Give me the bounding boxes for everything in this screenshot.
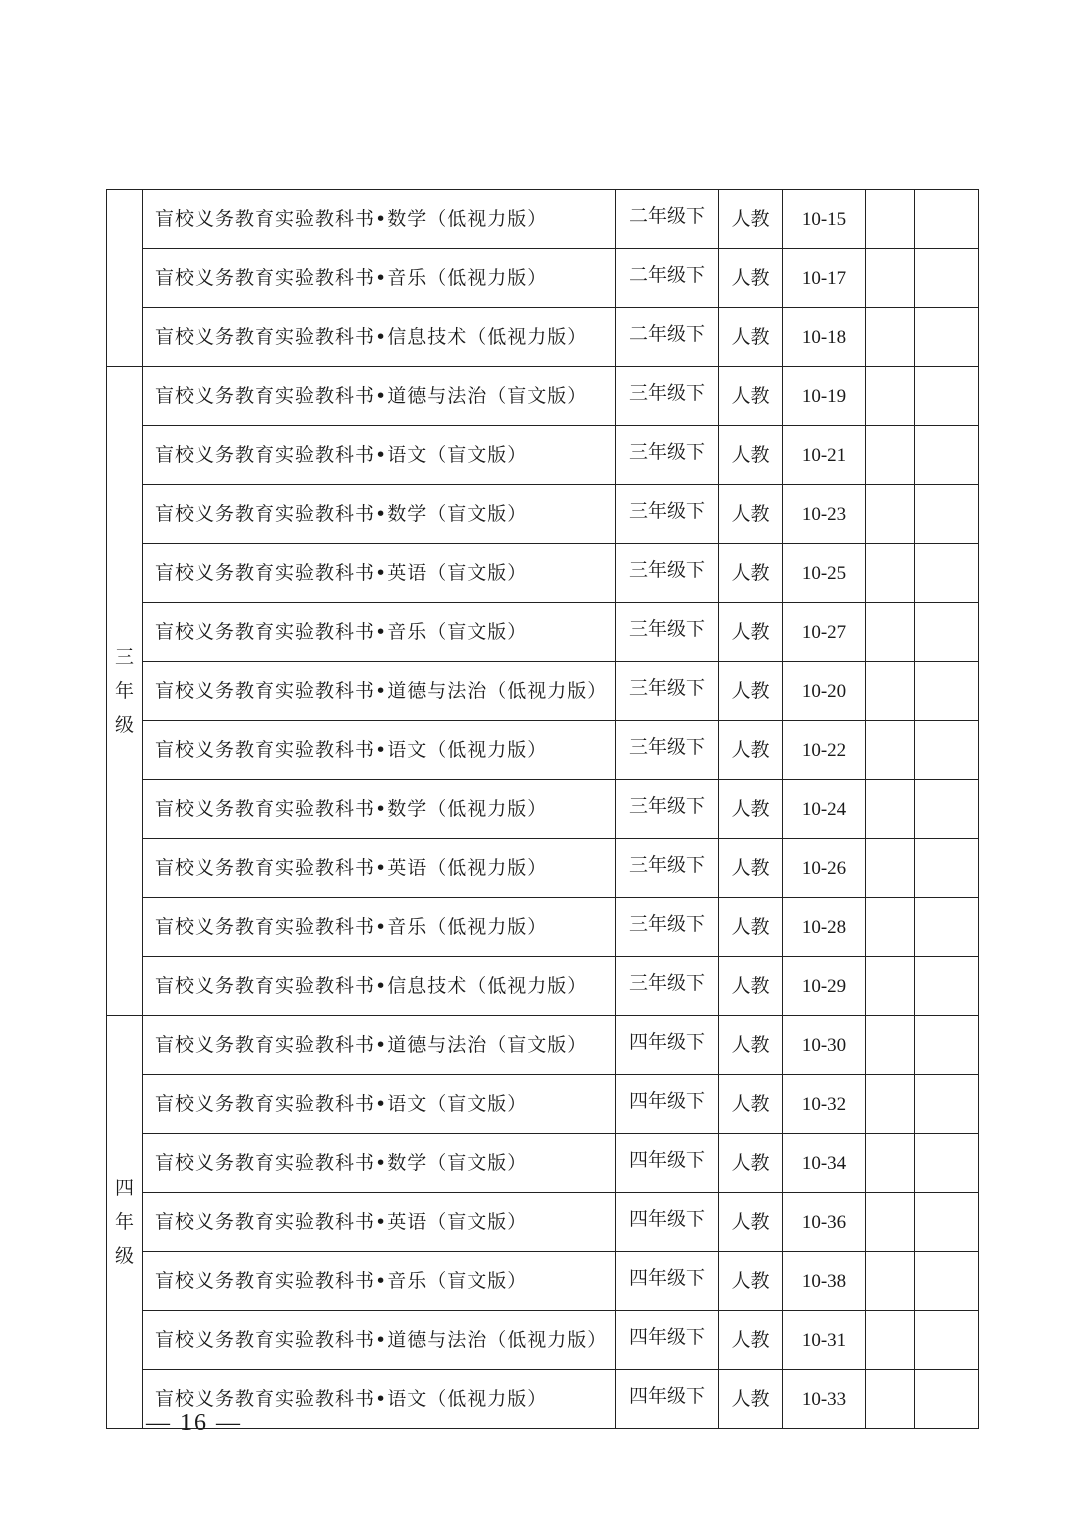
publisher-cell: 人教 [719, 426, 783, 485]
publisher-cell: 人教 [719, 662, 783, 721]
table-row [107, 485, 979, 544]
grade-level-cell: 二年级下 [616, 190, 719, 249]
empty-cell [866, 898, 915, 957]
empty-cell [866, 603, 915, 662]
empty-cell [866, 1252, 915, 1311]
grade-level-cell: 二年级下 [616, 308, 719, 367]
publisher-cell: 人教 [719, 1193, 783, 1252]
table-row [107, 603, 979, 662]
table-row [107, 544, 979, 603]
grade-level-cell: 三年级下 [616, 603, 719, 662]
grade-level-cell: 三年级下 [616, 839, 719, 898]
grade-level-cell: 三年级下 [616, 367, 719, 426]
grade-level-cell: 二年级下 [616, 249, 719, 308]
empty-cell [866, 1134, 915, 1193]
book-code-cell: 10-34 [783, 1134, 866, 1193]
textbook-table-body [107, 190, 979, 1429]
grade-level-cell: 四年级下 [616, 1252, 719, 1311]
book-code-cell: 10-18 [783, 308, 866, 367]
grade-level-cell: 三年级下 [616, 544, 719, 603]
empty-cell [866, 662, 915, 721]
publisher-cell: 人教 [719, 1311, 783, 1370]
empty-cell [866, 485, 915, 544]
book-code-cell: 10-23 [783, 485, 866, 544]
empty-cell [866, 839, 915, 898]
empty-cell [915, 603, 979, 662]
publisher-cell: 人教 [719, 367, 783, 426]
book-code-cell: 10-30 [783, 1016, 866, 1075]
book-code-cell: 10-17 [783, 249, 866, 308]
grade-level-cell: 四年级下 [616, 1370, 719, 1429]
book-title-cell: 盲校义务教育实验教科书•道德与法治（低视力版） [143, 1311, 616, 1370]
empty-cell [915, 1134, 979, 1193]
book-title-cell: 盲校义务教育实验教科书•英语（盲文版） [143, 544, 616, 603]
book-code-cell: 10-20 [783, 662, 866, 721]
book-title-cell: 盲校义务教育实验教科书•音乐（低视力版） [143, 249, 616, 308]
table-row [107, 1134, 979, 1193]
page-number: — 16 — [146, 1410, 242, 1436]
table-row [107, 898, 979, 957]
grade-label-char: 四 [114, 1177, 134, 1199]
grade-level-cell: 三年级下 [616, 957, 719, 1016]
table-row [107, 662, 979, 721]
grade-label-char: 年 [114, 1211, 134, 1233]
publisher-cell: 人教 [719, 1016, 783, 1075]
book-code-cell: 10-27 [783, 603, 866, 662]
empty-cell [915, 1370, 979, 1429]
table-row [107, 308, 979, 367]
publisher-cell: 人教 [719, 190, 783, 249]
book-code-cell: 10-22 [783, 721, 866, 780]
table-row [107, 721, 979, 780]
table-row [107, 1075, 979, 1134]
grade-level-cell: 四年级下 [616, 1311, 719, 1370]
table-row [107, 1193, 979, 1252]
empty-cell [915, 839, 979, 898]
book-title-cell: 盲校义务教育实验教科书•道德与法治（盲文版） [143, 1016, 616, 1075]
book-title-cell: 盲校义务教育实验教科书•道德与法治（盲文版） [143, 367, 616, 426]
grade-cell [107, 367, 143, 1016]
table-row [107, 426, 979, 485]
empty-cell [866, 957, 915, 1016]
book-code-cell: 10-26 [783, 839, 866, 898]
book-code-cell: 10-21 [783, 426, 866, 485]
empty-cell [866, 544, 915, 603]
book-title-cell: 盲校义务教育实验教科书•音乐（盲文版） [143, 603, 616, 662]
table-row [107, 839, 979, 898]
book-title-cell: 盲校义务教育实验教科书•数学（低视力版） [143, 780, 616, 839]
grade-level-cell: 三年级下 [616, 898, 719, 957]
publisher-cell: 人教 [719, 249, 783, 308]
book-title-cell: 盲校义务教育实验教科书•道德与法治（低视力版） [143, 662, 616, 721]
book-code-cell: 10-24 [783, 780, 866, 839]
empty-cell [915, 249, 979, 308]
empty-cell [866, 190, 915, 249]
empty-cell [915, 190, 979, 249]
book-code-cell: 10-19 [783, 367, 866, 426]
book-code-cell: 10-32 [783, 1075, 866, 1134]
book-title-cell: 盲校义务教育实验教科书•语文（盲文版） [143, 426, 616, 485]
publisher-cell: 人教 [719, 839, 783, 898]
empty-cell [915, 1016, 979, 1075]
grade-label-char: 年 [114, 680, 134, 702]
table-row [107, 1252, 979, 1311]
table-row [107, 1311, 979, 1370]
book-title-cell: 盲校义务教育实验教科书•数学（盲文版） [143, 485, 616, 544]
empty-cell [915, 1193, 979, 1252]
grade-cell [107, 190, 143, 367]
publisher-cell: 人教 [719, 1252, 783, 1311]
empty-cell [866, 249, 915, 308]
empty-cell [866, 780, 915, 839]
book-title-cell: 盲校义务教育实验教科书•语文（盲文版） [143, 1075, 616, 1134]
grade-level-cell: 三年级下 [616, 662, 719, 721]
table-row [107, 249, 979, 308]
book-title-cell: 盲校义务教育实验教科书•信息技术（低视力版） [143, 957, 616, 1016]
publisher-cell: 人教 [719, 308, 783, 367]
empty-cell [915, 426, 979, 485]
book-title-cell: 盲校义务教育实验教科书•英语（低视力版） [143, 839, 616, 898]
empty-cell [915, 308, 979, 367]
empty-cell [866, 1311, 915, 1370]
book-title-cell: 盲校义务教育实验教科书•语文（低视力版） [143, 1370, 616, 1429]
empty-cell [866, 367, 915, 426]
grade-level-cell: 三年级下 [616, 426, 719, 485]
table-row [107, 190, 979, 249]
empty-cell [915, 1075, 979, 1134]
book-code-cell: 10-25 [783, 544, 866, 603]
table-row [107, 367, 979, 426]
book-code-cell: 10-29 [783, 957, 866, 1016]
empty-cell [866, 1016, 915, 1075]
publisher-cell: 人教 [719, 898, 783, 957]
book-code-cell: 10-36 [783, 1193, 866, 1252]
publisher-cell: 人教 [719, 780, 783, 839]
empty-cell [866, 1193, 915, 1252]
empty-cell [866, 721, 915, 780]
grade-label-char: 三 [114, 646, 134, 668]
grade-level-cell: 三年级下 [616, 485, 719, 544]
grade-level-cell: 三年级下 [616, 780, 719, 839]
empty-cell [915, 485, 979, 544]
empty-cell [866, 1075, 915, 1134]
publisher-cell: 人教 [719, 544, 783, 603]
book-title-cell: 盲校义务教育实验教科书•数学（低视力版） [143, 190, 616, 249]
grade-cell [107, 1016, 143, 1429]
empty-cell [915, 1252, 979, 1311]
book-code-cell: 10-31 [783, 1311, 866, 1370]
table-row [107, 1016, 979, 1075]
publisher-cell: 人教 [719, 1370, 783, 1429]
table-row [107, 957, 979, 1016]
book-title-cell: 盲校义务教育实验教科书•信息技术（低视力版） [143, 308, 616, 367]
table-row [107, 780, 979, 839]
grade-label-char: 级 [114, 714, 134, 736]
book-code-cell: 10-28 [783, 898, 866, 957]
book-title-cell: 盲校义务教育实验教科书•语文（低视力版） [143, 721, 616, 780]
grade-level-cell: 四年级下 [616, 1134, 719, 1193]
book-title-cell: 盲校义务教育实验教科书•英语（盲文版） [143, 1193, 616, 1252]
book-title-cell: 盲校义务教育实验教科书•数学（盲文版） [143, 1134, 616, 1193]
book-title-cell: 盲校义务教育实验教科书•音乐（低视力版） [143, 898, 616, 957]
empty-cell [915, 367, 979, 426]
empty-cell [915, 780, 979, 839]
publisher-cell: 人教 [719, 957, 783, 1016]
empty-cell [915, 1311, 979, 1370]
book-code-cell: 10-15 [783, 190, 866, 249]
empty-cell [866, 308, 915, 367]
book-code-cell: 10-33 [783, 1370, 866, 1429]
book-title-cell: 盲校义务教育实验教科书•音乐（盲文版） [143, 1252, 616, 1311]
empty-cell [915, 957, 979, 1016]
grade-level-cell: 四年级下 [616, 1075, 719, 1134]
grade-level-cell: 四年级下 [616, 1193, 719, 1252]
empty-cell [915, 898, 979, 957]
publisher-cell: 人教 [719, 721, 783, 780]
empty-cell [866, 1370, 915, 1429]
textbook-table [106, 189, 979, 1429]
publisher-cell: 人教 [719, 1134, 783, 1193]
book-code-cell: 10-38 [783, 1252, 866, 1311]
grade-level-cell: 四年级下 [616, 1016, 719, 1075]
empty-cell [915, 721, 979, 780]
grade-level-cell: 三年级下 [616, 721, 719, 780]
publisher-cell: 人教 [719, 603, 783, 662]
empty-cell [866, 426, 915, 485]
grade-label-char: 级 [114, 1245, 134, 1267]
publisher-cell: 人教 [719, 1075, 783, 1134]
publisher-cell: 人教 [719, 485, 783, 544]
empty-cell [915, 544, 979, 603]
empty-cell [915, 662, 979, 721]
